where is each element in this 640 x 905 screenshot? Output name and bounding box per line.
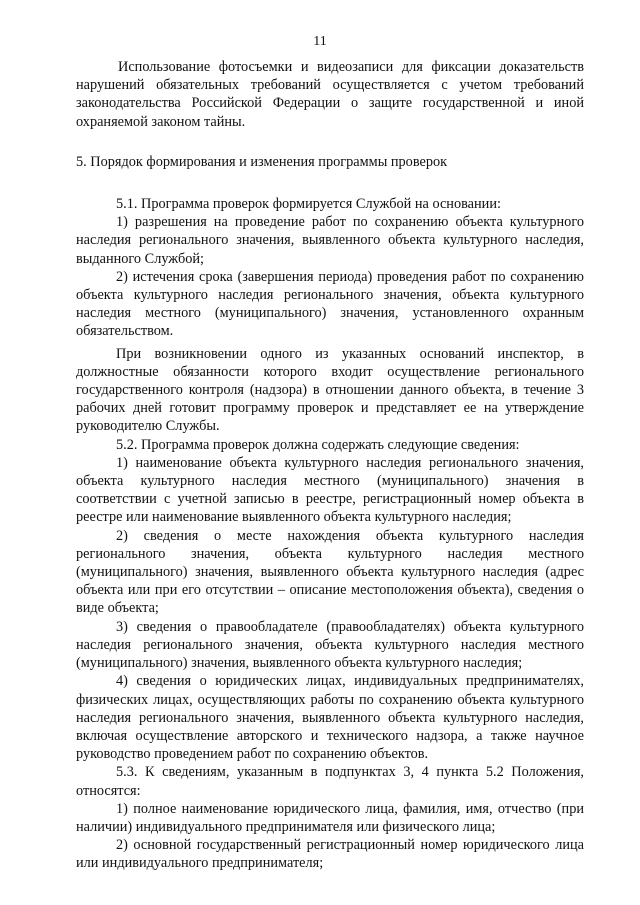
- clause-5-2-item-3: 3) сведения о правообладателе (правообладателях) объекта культурного наследия регионального значения, объекта культурного наследия местного (муниципального) значения, выявленного объекта культурного наследия;: [76, 618, 584, 672]
- clause-5-3-item-1: 1) полное наименование юридического лица, фамилия, имя, отчество (при наличии) индивидуального предпринимателя или физического лица;: [76, 800, 584, 835]
- paragraph-inspector: При возникновении одного из указанных оснований инспектор, в должностные обязанности которого входит осуществление регионального государственного контроля (надзора) в отношении данного объекта, в течение 3 рабочих дней готовит программу проверок и представляет ее на утверждение руководителю Службы.: [76, 345, 584, 435]
- clause-5-3: 5.3. К сведениям, указанным в подпунктах 3, 4 пункта 5.2 Положения, относятся:: [76, 764, 584, 799]
- clause-5-2: 5.2. Программа проверок должна содержать следующие сведения:: [116, 436, 520, 453]
- clause-5-1-item-1: 1) разрешения на проведение работ по сохранению объекта культурного наследия регионального значения, выявленного объекта культурного наследия, выданного Службой;: [76, 214, 584, 267]
- document-body: [76, 58, 584, 873]
- clause-5-1: 5.1. Программа проверок формируется Службой на основании:: [116, 196, 501, 213]
- section-heading: 5. Порядок формирования и изменения программы проверок: [76, 153, 448, 170]
- clause-5-2-item-1: 1) наименование объекта культурного наследия регионального значения, объекта культурного наследия местного (муниципального) значения в соответствии с учетной записью в реестре, регистрационный номер объекта в реестре или наименование выявленного объекта культурного наследия;: [76, 454, 584, 526]
- page-number: 11: [313, 34, 327, 49]
- clause-5-1-item-2: 2) истечения срока (завершения периода) проведения работ по сохранению объекта культурного наследия регионального значения, объекта культурного наследия местного (муниципального) значения, установленного охранным обязательством.: [76, 268, 584, 340]
- clause-5-2-item-4: 4) сведения о юридических лицах, индивидуальных предпринимателях, физических лицах, осуществляющих работы по сохранению объекта культурного наследия регионального значения, выявленного объекта культурного наследия, включая осуществление авторского и технического надзора, а также научное руководство проведением работ по сохранению объектов.: [76, 673, 584, 763]
- paragraph-photo-video: Использование фотосъемки и видеозаписи для фиксации доказательств нарушений обязательных требований осуществляется с учетом требований законодательства Российской Федерации о защите государственной и иной охраняемой законом тайны.: [76, 59, 584, 130]
- clause-5-3-item-2: 2) основной государственный регистрационный номер юридического лица или индивидуального предпринимателя;: [76, 837, 584, 872]
- clause-5-2-item-2: 2) сведения о месте нахождения объекта культурного наследия регионального значения, объекта культурного наследия местного (муниципального) значения, выявленного объекта культурного наследия (адрес объекта или при его отсутствии – описание местоположения объекта), сведения о виде объекта;: [76, 527, 584, 617]
